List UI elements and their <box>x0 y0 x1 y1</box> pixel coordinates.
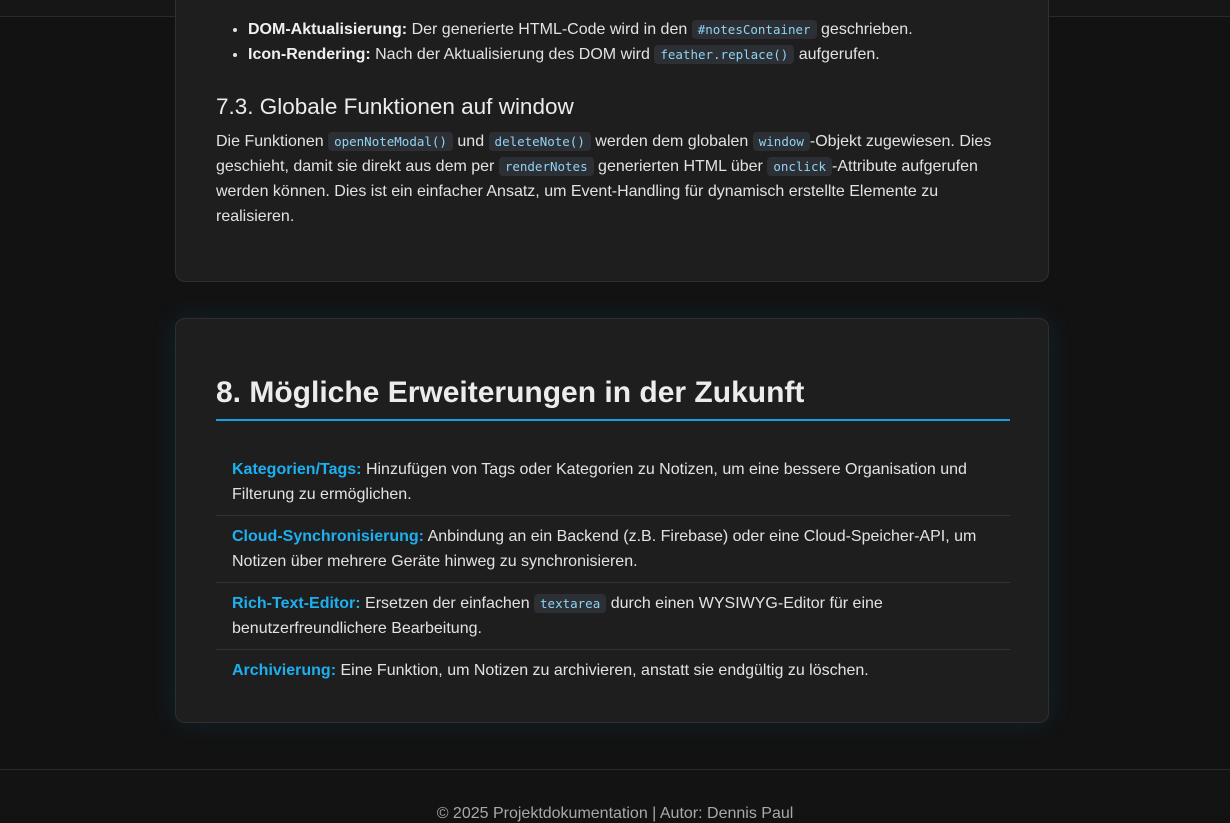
bullet-text: Der generierte HTML-Code wird in den <box>407 21 692 38</box>
inline-code: openNoteModal() <box>328 132 453 151</box>
inline-code: window <box>753 132 810 151</box>
inline-code: textarea <box>534 594 606 613</box>
section-card-7 <box>175 0 1049 282</box>
extension-text: Anbindung an ein Backend (z.B. Firebase) oder eine Cloud-Speicher-API, um Notizen über mehrere Geräte hinweg zu synchronisieren. <box>232 528 977 570</box>
paragraph-text: werden dem globalen <box>590 133 753 150</box>
extension-label: Rich-Text-Editor: <box>232 595 361 612</box>
list-item <box>248 17 1038 42</box>
extension-label: Kategorien/Tags: <box>232 461 362 478</box>
bullet-list <box>224 17 1038 67</box>
bullet-label: DOM-Aktualisierung: <box>248 21 408 38</box>
paragraph-text: und <box>452 133 489 150</box>
footer-copyright: © 2025 Projektdokumentation | Autor: Dennis Paul <box>436 805 794 822</box>
bullet-label: Icon-Rendering: <box>248 46 371 63</box>
list-item <box>216 583 1010 650</box>
list-item <box>248 42 1038 67</box>
subsection-heading: 7.3. Globale Funktionen auf window <box>216 94 574 119</box>
inline-code: feather.replace() <box>654 45 794 64</box>
extension-text: Hinzufügen von Tags oder Kategorien zu Notizen, um eine bessere Organisation und Filterung zu ermöglichen. <box>232 461 967 503</box>
inline-code: #notesContainer <box>692 20 817 39</box>
extension-list <box>216 449 1010 691</box>
inline-code: renderNotes <box>499 157 594 176</box>
page-footer <box>0 769 1230 822</box>
inline-code: deleteNote() <box>489 132 591 151</box>
section-card-8 <box>175 318 1049 723</box>
list-item <box>216 449 1010 516</box>
paragraph-text: -Attribute aufgerufen werden können. Dies ist ein einfacher Ansatz, um Event-Handling für dynamisch erstellte Elemente zu realisieren. <box>216 158 978 225</box>
extension-text: durch einen WYSIWYG-Editor für eine benutzerfreundlichere Bearbeitung. <box>232 595 883 637</box>
extension-text: Eine Funktion, um Notizen zu archivieren, anstatt sie endgültig zu löschen. <box>336 662 869 679</box>
extension-label: Archivierung: <box>232 662 337 679</box>
bullet-text: aufgerufen. <box>794 46 880 63</box>
paragraph <box>216 129 1016 229</box>
paragraph-text: generierten HTML über <box>593 158 768 175</box>
paragraph-text: -Objekt zugewiesen. Dies geschieht, damit sie direkt aus dem per <box>216 133 992 175</box>
inline-code: onclick <box>767 157 832 176</box>
extension-label: Cloud-Synchronisierung: <box>232 528 424 545</box>
section-heading: 8. Mögliche Erweiterungen in der Zukunft <box>216 376 1010 421</box>
bullet-text: geschrieben. <box>816 21 913 38</box>
list-item <box>216 650 1010 691</box>
paragraph-text: Die Funktionen <box>216 133 329 150</box>
list-item <box>216 516 1010 583</box>
extension-text: Ersetzen der einfachen <box>360 595 535 612</box>
bullet-text: Nach der Aktualisierung des DOM wird <box>370 46 655 63</box>
